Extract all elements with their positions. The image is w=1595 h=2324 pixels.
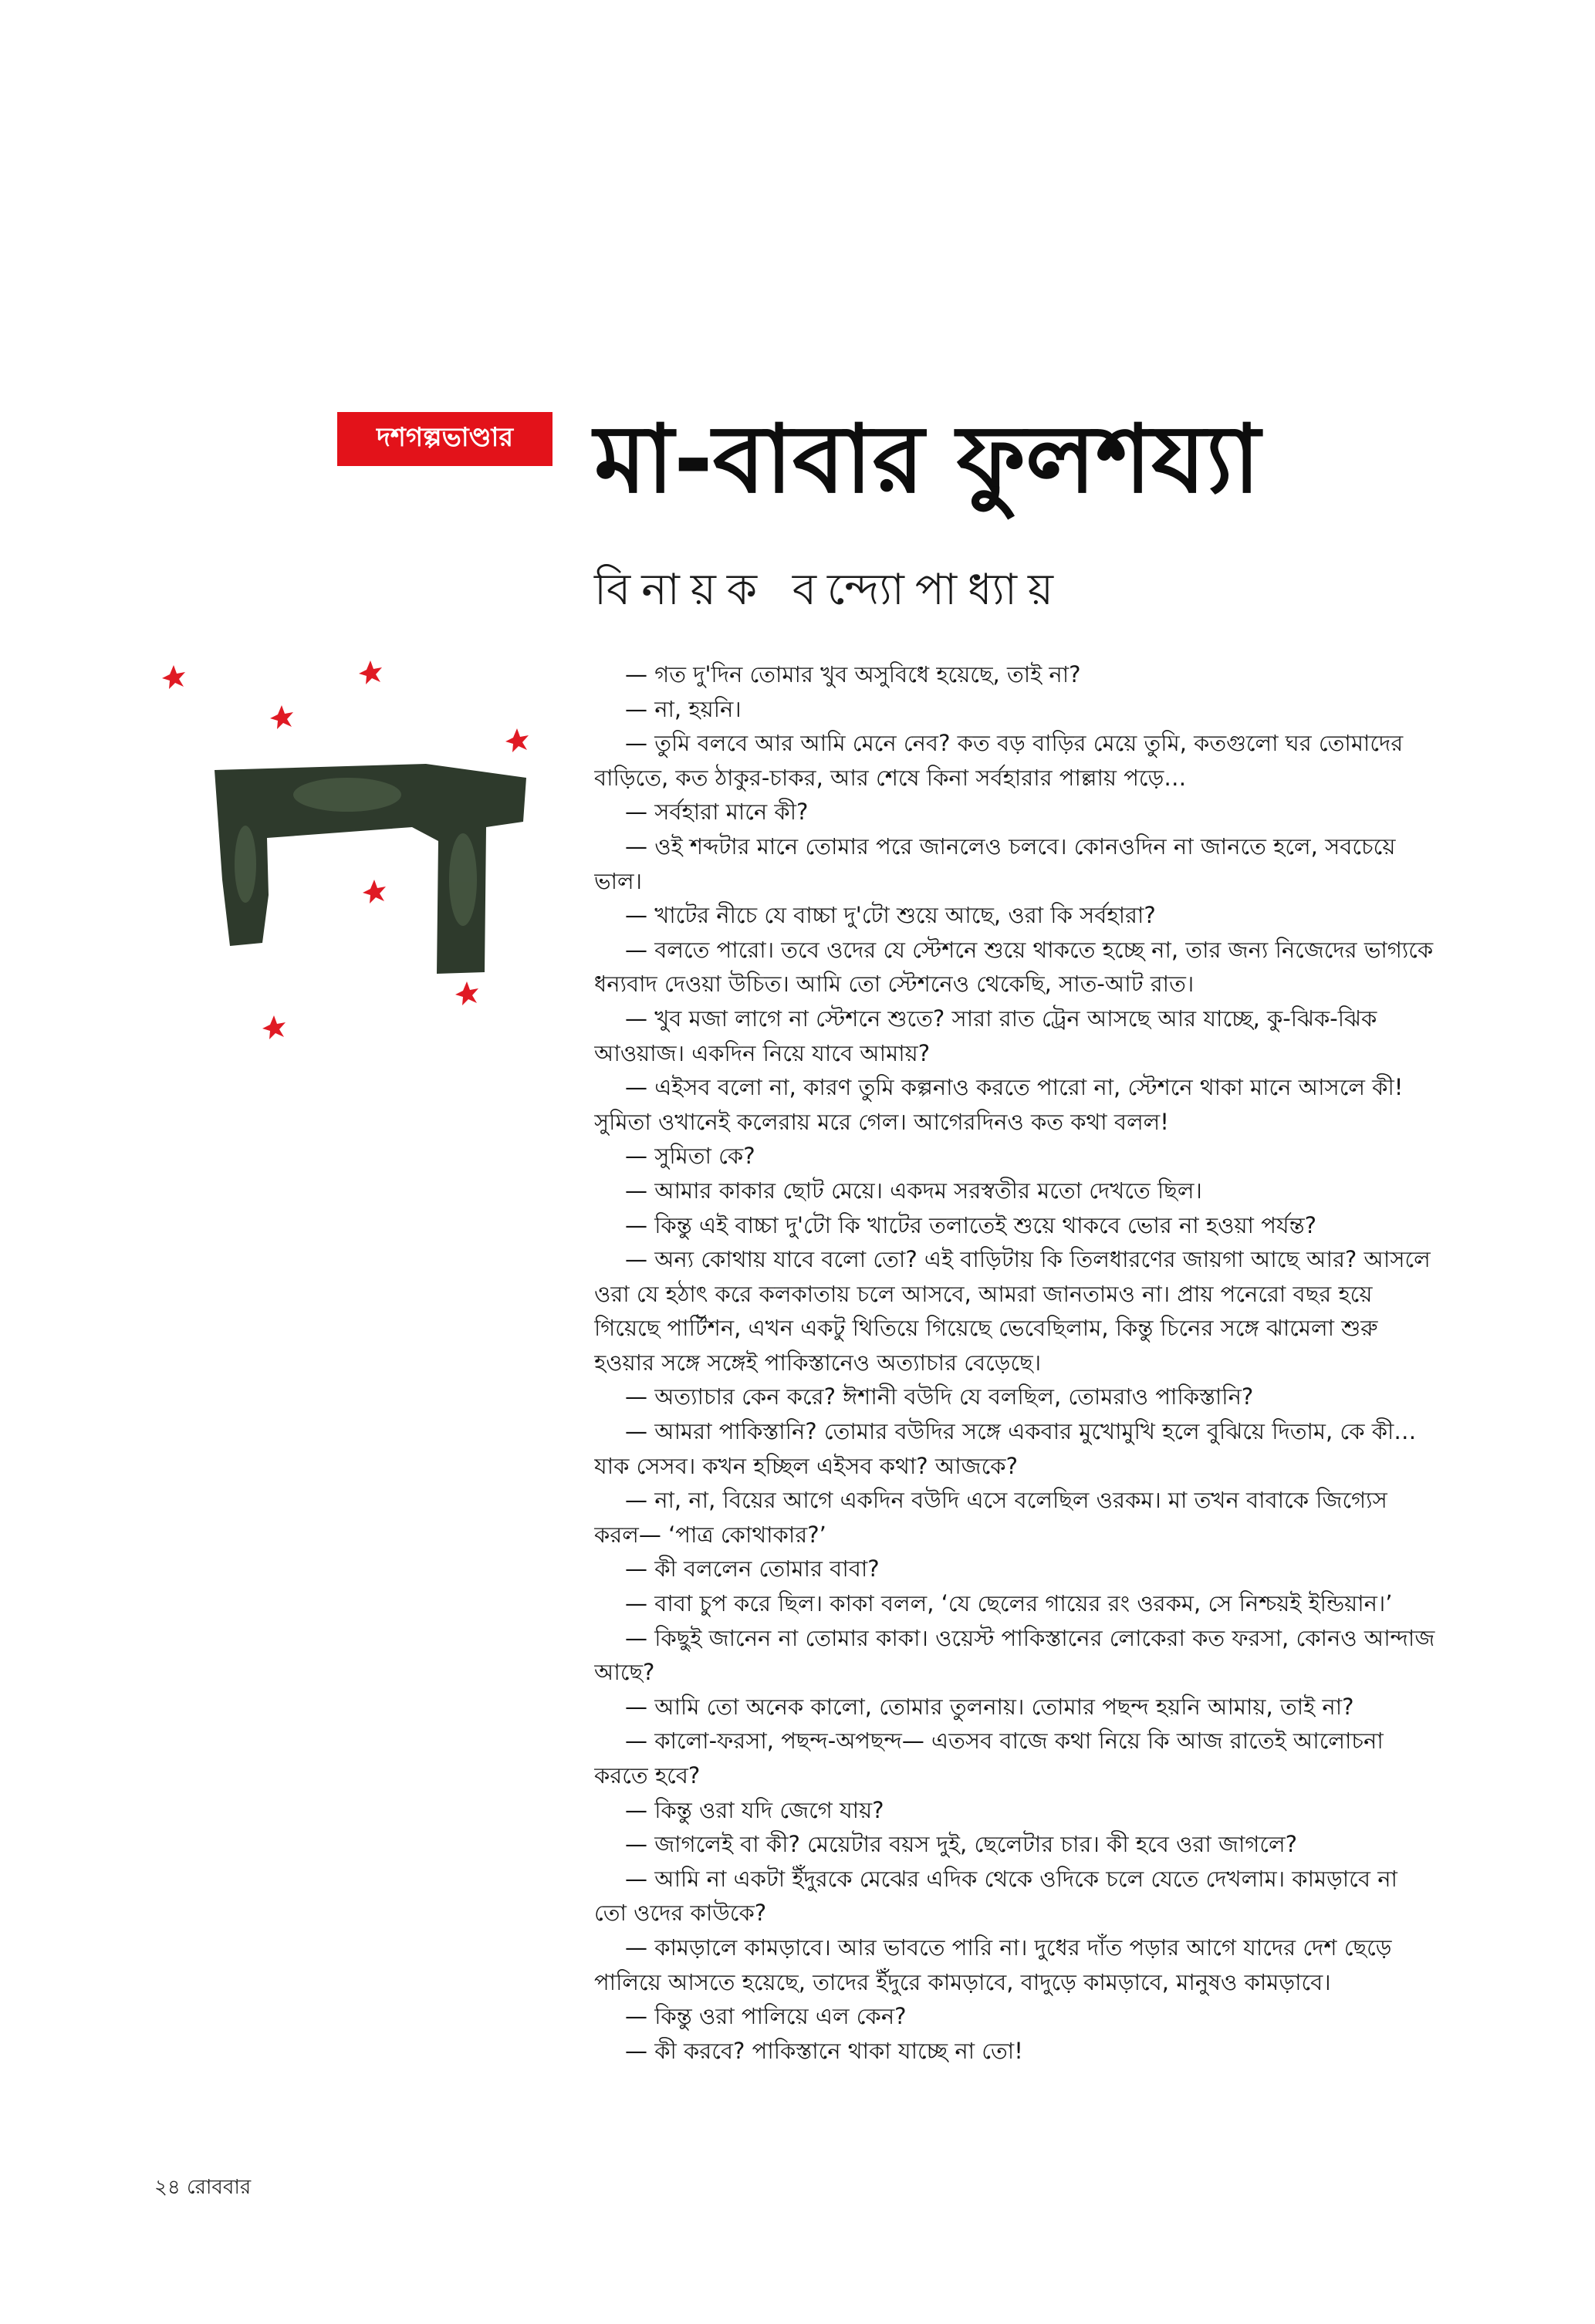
dialogue-line: — সুমিতা কে? bbox=[625, 1143, 755, 1170]
dialogue-line: — না, না, বিয়ের আগে একদিন বউদি এসে বলেছিল ওরকম। মা তখন বাবাকে জিগ্যেস করল— ‘পাত্র কোথাকার?’ bbox=[594, 1487, 1387, 1548]
dialogue-line: — সর্বহারা মানে কী? bbox=[625, 799, 809, 826]
dialogue-line: — কালো-ফরসা, পছন্দ-অপছন্দ— এতসব বাজে কথা নিয়ে কি আজ রাতেই আলোচনা করতে হবে? bbox=[594, 1728, 1384, 1789]
dialogue-line: — এইসব বলো না, কারণ তুমি কল্পনাও করতে পারো না, স্টেশনে থাকা মানে আসলে কী! সুমিতা ওখানেই কলেরায় মরে গেল। আগেরদিনও কত কথা বলল! bbox=[594, 1074, 1404, 1135]
dialogue-line: — আমার কাকার ছোট মেয়ে। একদম সরস্বতীর মতো দেখতে ছিল। bbox=[625, 1177, 1202, 1204]
dialogue-line: — আমি না একটা ইঁদুরকে মেঝের এদিক থেকে ওদিকে চলে যেতে দেখলাম। কামড়াবে না তো ওদের কাউকে? bbox=[594, 1865, 1397, 1927]
section-tag: দশগল্পভাণ্ডার bbox=[337, 412, 553, 466]
dialogue-line: — অন্য কোথায় যাবে বলো তো? এই বাড়িটায় কি তিলধারণের জায়গা আছে আর? আসলে ওরা যে হঠাৎ করে কলকাতায় চলে আসবে, আমরা জানতামও না। প্রায় পনেরো বছর হয়ে গিয়েছে পার্টিশন, এখন একটু থিতিয়ে গিয়েছে ভেবেছিলাম, কিন্তু চিনের সঙ্গে ঝামেলা শুরু হওয়ার সঙ্গে সঙ্গেই পাকিস্তানেও অত্যাচার বেড়েছে। bbox=[594, 1246, 1431, 1376]
dialogue-line: — আমি তো অনেক কালো, তোমার তুলনায়। তোমার পছন্দ হয়নি আমায়, তাই না? bbox=[625, 1693, 1354, 1720]
dialogue-line: — কিন্তু ওরা যদি জেগে যায়? bbox=[625, 1796, 884, 1823]
dialogue-line: — অত্যাচার কেন করে? ঈশানী বউদি যে বলছিল, তোমরাও পাকিস্তানি? bbox=[625, 1383, 1254, 1410]
dialogue-line: — খুব মজা লাগে না স্টেশনে শুতে? সারা রাত ট্রেন আসছে আর যাচ্ছে, কু-ঝিক-ঝিক আওয়াজ। একদিন নিয়ে যাবে আমায়? bbox=[594, 1005, 1377, 1066]
dialogue-line: — আমরা পাকিস্তানি? তোমার বউদির সঙ্গে একবার মুখোমুখি হলে বুঝিয়ে দিতাম, কে কী… যাক সেসব। কখন হচ্ছিল এইসব কথা? আজকে? bbox=[594, 1418, 1417, 1479]
story-title: মা-বাবার ফুলশয্যা bbox=[594, 404, 1261, 514]
dialogue-line: — কামড়ালে কামড়াবে। আর ভাবতে পারি না। দুধের দাঁত পড়ার আগে যাদের দেশ ছেড়ে পালিয়ে আসতে হয়েছে, তাদের ইঁদুরে কামড়াবে, বাদুড়ে কামড়াবে, মানুষও কামড়াবে। bbox=[594, 1934, 1392, 1995]
doorway-with-red-stars-icon bbox=[147, 648, 571, 1157]
dialogue-line: — কিন্তু ওরা পালিয়ে এল কেন? bbox=[625, 2003, 907, 2030]
author-name: বিনায়ক বন্দ্যোপাধ্যায় bbox=[594, 565, 1065, 615]
dialogue-line: — বাবা চুপ করে ছিল। কাকা বলল, ‘যে ছেলের গায়ের রং ওরকম, সে নিশ্চয়ই ইন্ডিয়ান।’ bbox=[625, 1590, 1393, 1617]
dialogue-line: — কিন্তু এই বাচ্চা দু'টো কি খাটের তলাতেই শুয়ে থাকবে ভোর না হওয়া পর্যন্ত? bbox=[625, 1211, 1316, 1238]
dialogue-line: — বলতে পারো। তবে ওদের যে স্টেশনে শুয়ে থাকতে হচ্ছে না, তার জন্য নিজেদের ভাগ্যকে ধন্যবাদ দেওয়া উচিত। আমি তো স্টেশনেও থেকেছি, সাত-আট রাত। bbox=[594, 936, 1434, 998]
dialogue-line: — কী বললেন তোমার বাবা? bbox=[625, 1556, 880, 1583]
dialogue-line: — ওই শব্দটার মানে তোমার পরে জানলেও চলবে। কোনওদিন না জানতে হলে, সবচেয়ে ভাল। bbox=[594, 833, 1396, 894]
story-body bbox=[594, 657, 1435, 2154]
dialogue-line: — খাটের নীচে যে বাচ্চা দু'টো শুয়ে আছে, ওরা কি সর্বহারা? bbox=[625, 902, 1156, 929]
dialogue-line: — গত দু'দিন তোমার খুব অসুবিধে হয়েছে, তাই না? bbox=[625, 661, 1081, 687]
dialogue-line: — তুমি বলবে আর আমি মেনে নেব? কত বড় বাড়ির মেয়ে তুমি, কতগুলো ঘর তোমাদের বাড়িতে, কত ঠাকুর-চাকর, আর শেষে কিনা সর্বহারার পাল্লায় পড়ে… bbox=[594, 730, 1404, 791]
dialogue-line: — না, হয়নি। bbox=[625, 695, 742, 722]
page-footer: ২৪ রোববার bbox=[154, 2176, 252, 2199]
dialogue-line: — কিছুই জানেন না তোমার কাকা। ওয়েস্ট পাকিস্তানের লোকেরা কত ফরসা, কোনও আন্দাজ আছে? bbox=[594, 1624, 1435, 1686]
dialogue-line: — কী করবে? পাকিস্তানে থাকা যাচ্ছে না তো! bbox=[625, 2037, 1023, 2064]
dialogue-line: — জাগলেই বা কী? মেয়েটার বয়স দুই, ছেলেটার চার। কী হবে ওরা জাগলে? bbox=[625, 1831, 1298, 1858]
